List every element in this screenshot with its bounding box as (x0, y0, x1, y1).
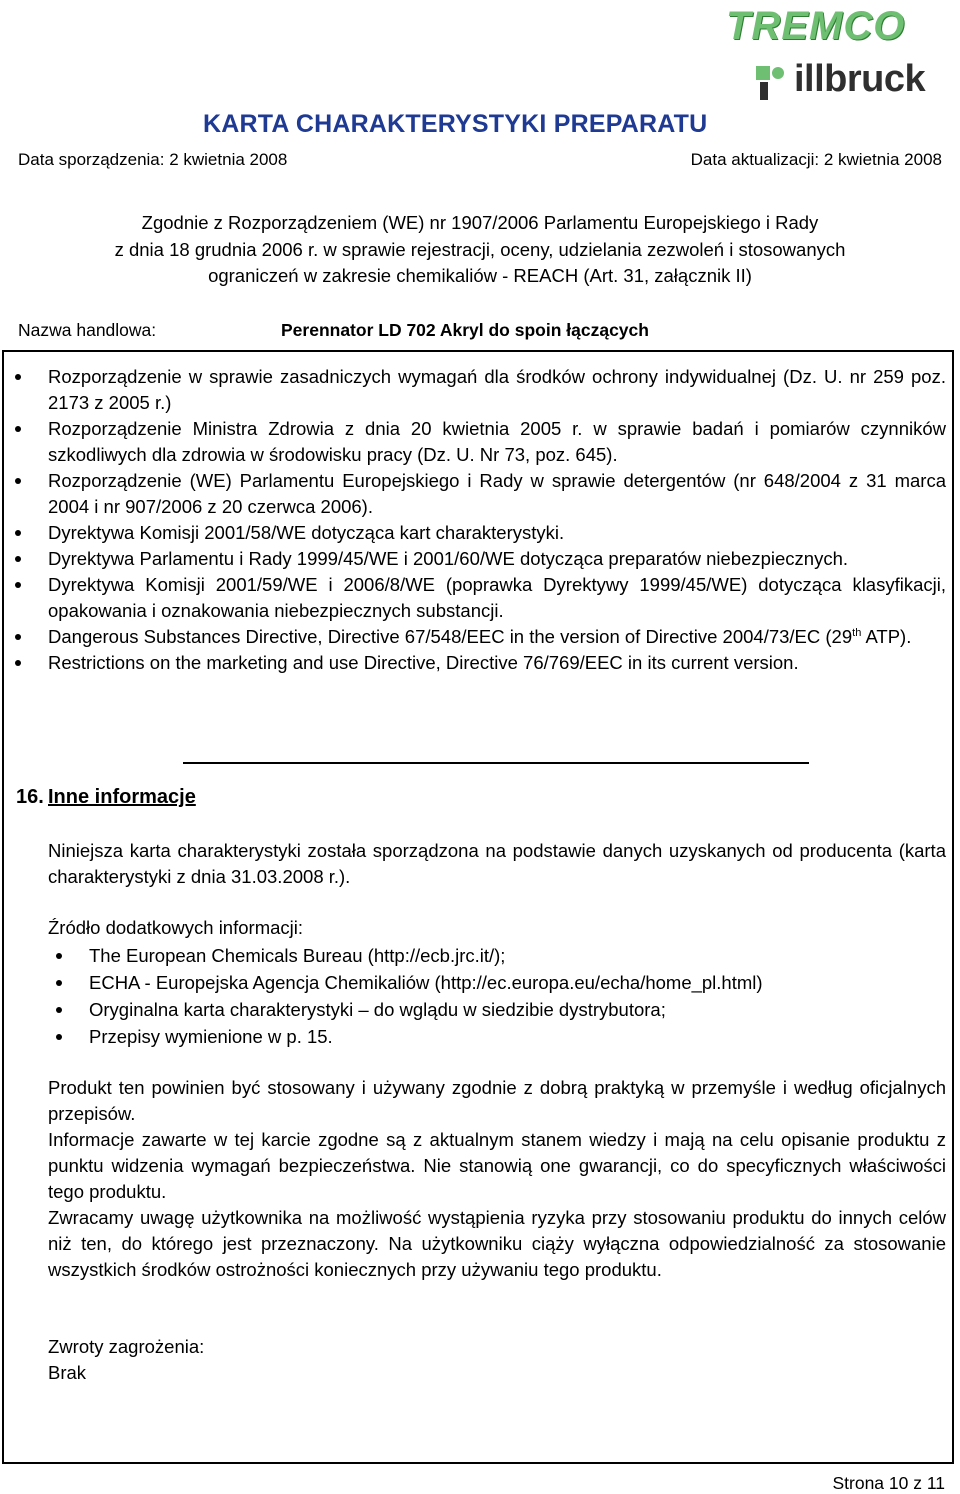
info-paragraph: Informacje zawarte w tej karcie zgodne są z aktualnym stanem wiedzy i mają na celu opisanie produktu z punktu widzenia wymagań bezpieczeństwa. Nie stanowią one gwarancji, co do specyficznych właściwości tego produktu. (48, 1129, 946, 1202)
document-title: KARTA CHARAKTERYSTYKI PREPARATU (203, 110, 708, 138)
warning-paragraph: Zwracamy uwagę użytkownika na możliwość wystąpienia ryzyka przy stosowaniu produktu do innych celów niż ten, do którego jest przeznaczony. Na użytkowniku ciąży wyłączna odpowiedzialność za stosowanie wszystkich środków ostrożności koniecznych przy używaniu tego produktu. (48, 1207, 946, 1280)
tremco-logo: TREMCO (726, 4, 906, 48)
illbruck-logo: illbruck (794, 58, 926, 100)
list-item: Restrictions on the marketing and use Directive, Directive 76/769/EEC in its current version. (48, 650, 946, 676)
sources-label: Źródło dodatkowych informacji: (48, 917, 303, 938)
list-item: Rozporządzenie w sprawie zasadniczych wymagań dla środków ochrony indywidualnej (Dz. U. nr 259 poz. 2173 z 2005 r.) (48, 364, 946, 416)
section-number: 16. (16, 786, 44, 808)
superscript: th (852, 626, 862, 639)
regulation-reference (0, 210, 960, 290)
list-item-text: Dangerous Substances Directive, Directive 67/548/EEC in the version of Directive 2004/73/EC (29 (48, 626, 853, 647)
regulation-line: Zgodnie z Rozporządzeniem (WE) nr 1907/2006 Parlamentu Europejskiego i Rady (141, 212, 819, 233)
section-divider (183, 762, 809, 764)
list-item-text: ATP). (861, 626, 912, 647)
trade-name-label: Nazwa handlowa: (18, 320, 157, 340)
list-item: Oryginalna karta charakterystyki – do wglądu w siedzibie dystrybutora; (89, 996, 946, 1023)
creation-date: Data sporządzenia: 2 kwietnia 2008 (18, 150, 288, 169)
legal-references-list (48, 364, 946, 676)
list-item: Dyrektywa Komisji 2001/59/WE i 2006/8/WE (poprawka Dyrektywy 1999/45/WE) dotycząca klasyfikacji, opakowania i oznakowania niebezpiecznych substancji. (48, 572, 946, 624)
usage-paragraph: Produkt ten powinien być stosowany i używany zgodnie z dobrą praktyką w przemyśle i według oficjalnych przepisów. (48, 1077, 946, 1124)
list-item: Przepisy wymienione w p. 15. (89, 1023, 946, 1050)
list-item: ECHA - Europejska Agencja Chemikaliów (http://ec.europa.eu/echa/home_pl.html) (89, 969, 946, 996)
hazard-label: Zwroty zagrożenia: (48, 1336, 205, 1357)
page-number: Strona 10 z 11 (832, 1473, 945, 1493)
section-title: Inne informacje (48, 786, 196, 808)
illbruck-logo-mark-icon (756, 64, 786, 100)
update-date: Data aktualizacji: 2 kwietnia 2008 (690, 150, 942, 169)
hazard-value: Brak (48, 1362, 87, 1383)
list-item: Rozporządzenie (WE) Parlamentu Europejskiego i Rady w sprawie detergentów (nr 648/2004 z 31 marca 2004 i nr 907/2006 z 20 czerwca 2006). (48, 468, 946, 520)
list-item (48, 624, 946, 650)
list-item: Rozporządzenie Ministra Zdrowia z dnia 20 kwietnia 2005 r. w sprawie badań i pomiarów czynników szkodliwych dla zdrowia w środowisku pracy (Dz. U. Nr 73, poz. 645). (48, 416, 946, 468)
list-item: The European Chemicals Bureau (http://ecb.jrc.it/); (89, 942, 946, 969)
trade-name: Perennator LD 702 Akryl do spoin łączących (281, 320, 649, 340)
sources-list (89, 942, 946, 1050)
intro-paragraph: Niniejsza karta charakterystyki została sporządzona na podstawie danych uzyskanych od producenta (karta charakterystyki z dnia 31.03.2008 r.). (48, 840, 946, 887)
list-item: Dyrektywa Parlamentu i Rady 1999/45/WE i 2001/60/WE dotycząca preparatów niebezpiecznych. (48, 546, 946, 572)
regulation-line: z dnia 18 grudnia 2006 r. w sprawie rejestracji, oceny, udzielania zezwoleń i stosowanych (114, 238, 846, 260)
list-item: Dyrektywa Komisji 2001/58/WE dotycząca kart charakterystyki. (48, 520, 946, 546)
regulation-line: ograniczeń w zakresie chemikaliów - REACH (Art. 31, załącznik II) (208, 265, 752, 286)
